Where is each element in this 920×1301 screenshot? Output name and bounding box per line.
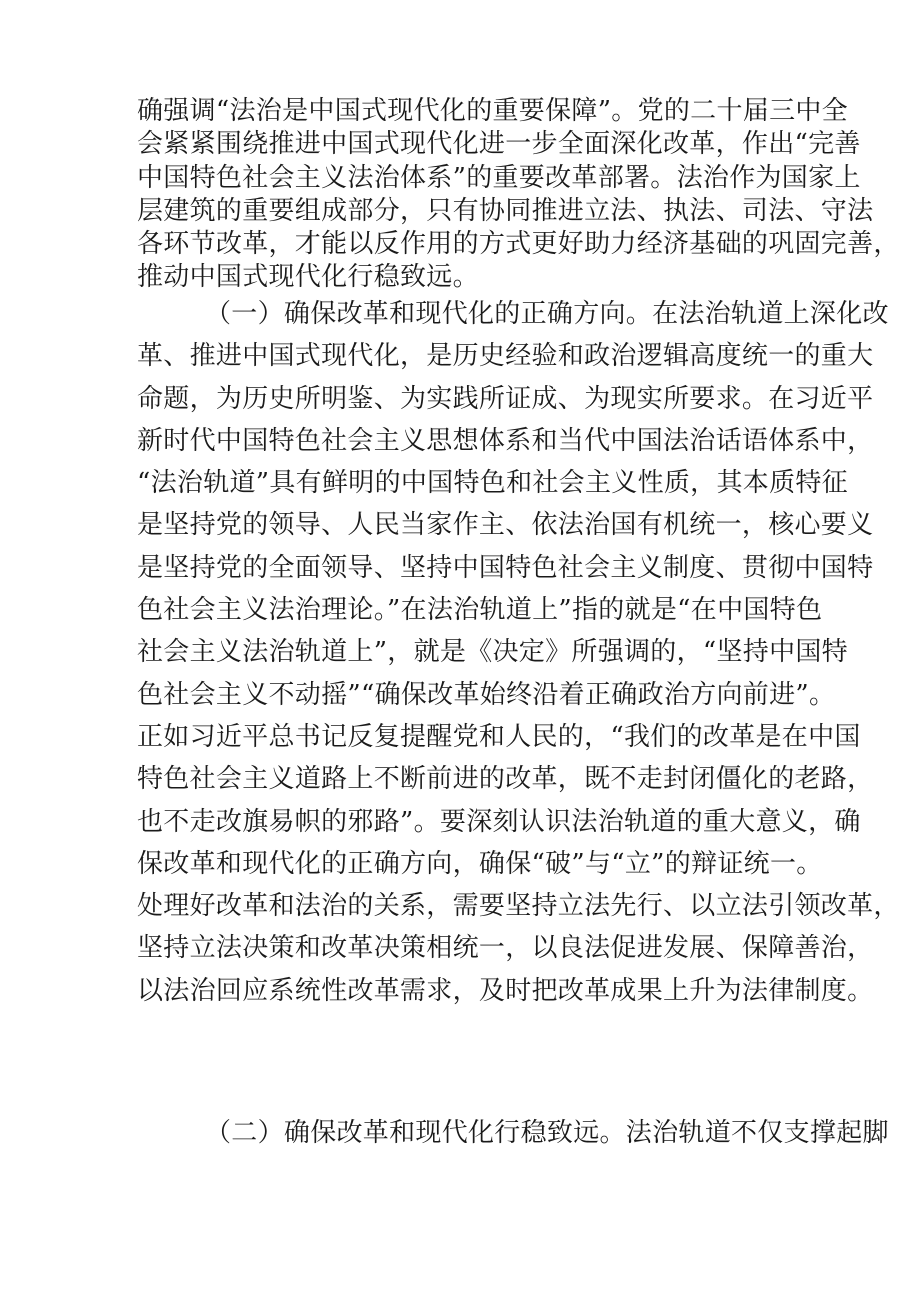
text-line: 新时代中国特色社会主义思想体系和当代中国法治话语体系中， [137, 425, 874, 456]
text-line: 正如习近平总书记反复提醒党和人民的，“我们的改革是在中国 [137, 721, 861, 752]
paragraph-section-one [137, 293, 900, 1012]
paragraph-section-two [137, 1112, 889, 1154]
text-line: 保改革和现代化的正确方向，确保“破”与“立”的辩证统一。 [137, 848, 823, 879]
text-line: 坚持立法决策和改革决策相统一，以良法促进发展、保障善治， [137, 933, 874, 964]
text-line: 革、推进中国式现代化，是历史经验和政治逻辑高度统一的重大 [137, 341, 874, 372]
text-line: 也不走改旗易帜的邪路”。要深刻认识法治轨道的重大意义，确 [137, 806, 861, 837]
text-line: 中国特色社会主义法治体系”的重要改革部署。法治作为国家上 [137, 162, 861, 193]
section-heading-line: （二）确保改革和现代化行稳致远。法治轨道不仅支撑起脚 [205, 1118, 889, 1148]
text-line: 层建筑的重要组成部分，只有协同推进立法、执法、司法、守法 [137, 195, 874, 226]
text-line: 命题，为历史所明鉴、为实践所证成、为现实所要求。在习近平 [137, 383, 874, 414]
text-line: 色社会主义不动摇”“确保改革始终沿着正确政治方向前进”。 [137, 679, 836, 710]
paragraph-intro [137, 95, 900, 295]
text-line: 处理好改革和法治的关系，需要坚持立法先行、以立法引领改革， [137, 891, 900, 922]
text-line: 会紧紧围绕推进中国式现代化进一步全面深化改革，作出“完善 [137, 129, 861, 160]
text-line: 以法治回应系统性改革需求，及时把改革成果上升为法律制度。 [137, 975, 874, 1006]
text-line: “法治轨道”具有鲜明的中国特色和社会主义性质，其本质特征 [137, 468, 848, 499]
text-line: 是坚持党的全面领导、坚持中国特色社会主义制度、贯彻中国特 [137, 552, 874, 583]
text-line: 社会主义法治轨道上”，就是《决定》所强调的，“坚持中国特 [137, 637, 848, 668]
text-line: 是坚持党的领导、人民当家作主、依法治国有机统一，核心要义 [137, 510, 874, 541]
section-heading-line: （一）确保改革和现代化的正确方向。在法治轨道上深化改 [205, 299, 889, 329]
text-line: 特色社会主义道路上不断前进的改革，既不走封闭僵化的老路， [137, 764, 874, 795]
text-line: 推动中国式现代化行稳致远。 [137, 262, 479, 293]
text-line: 各环节改革，才能以反作用的方式更好助力经济基础的巩固完善， [137, 229, 900, 260]
text-line: 色社会主义法治理论。”在法治轨道上”指的就是“在中国特色 [137, 595, 823, 626]
text-line: 确强调“法治是中国式现代化的重要保障”。党的二十届三中全 [137, 96, 848, 126]
